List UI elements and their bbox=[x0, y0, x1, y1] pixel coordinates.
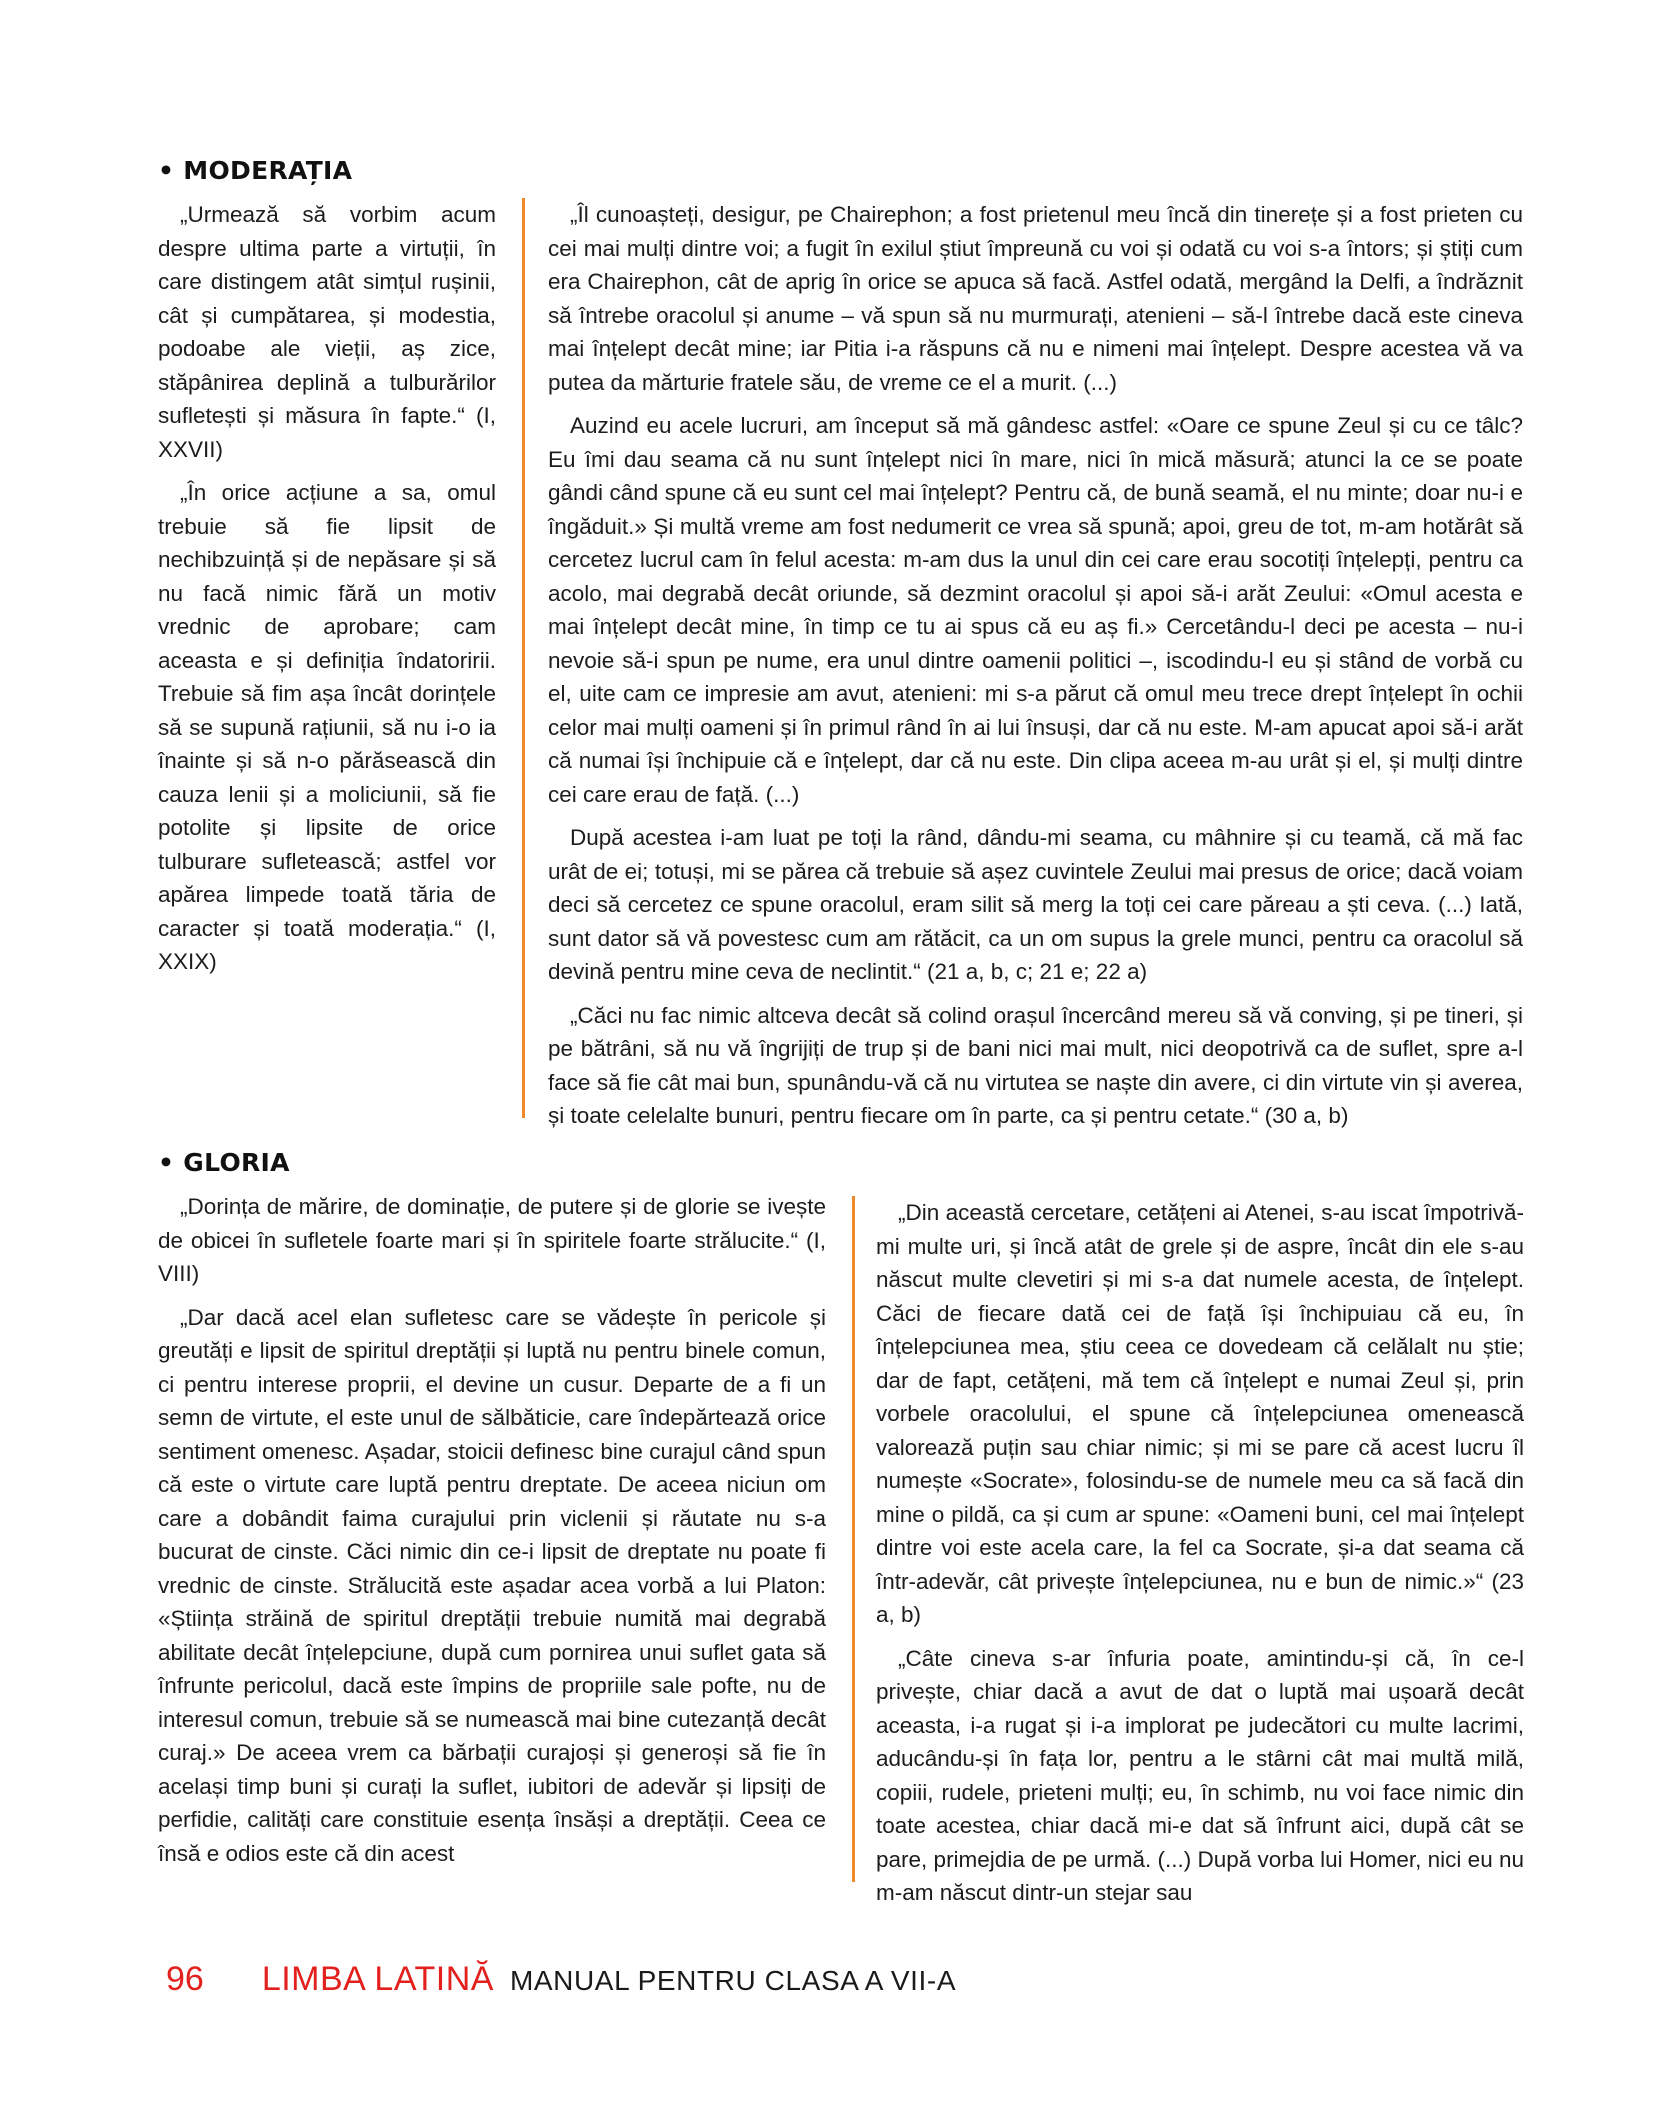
section-heading-gloria: • GLORIA bbox=[158, 1148, 290, 1177]
page-number: 96 bbox=[166, 1960, 204, 1998]
paragraph: „Câte cineva s-ar înfuria poate, amintindu-și că, în ce-l privește, chiar dacă a avut de dat o luptă mai ușoară decât aceasta, i-a rugat și i-a implorat pe judecători cu multe lacrimi, aducându-și în fața lor, pentru a le stârni cât mai multă milă, copiii, rudele, prieteni mulți; eu, în schimb, nu voi face nimic din toate acestea, chiar dacă mi-e dat să înfrunt aici, după cât se pare, primejdia de pe urmă. (...) După vorba lui Homer, nici eu nu m-am născut dintr-un stejar sau bbox=[876, 1645, 1524, 1905]
moderatia-left-column bbox=[158, 198, 496, 979]
paragraph: „Îl cunoașteți, desigur, pe Chairephon; a fost prietenul meu încă din tinerețe și a fost prieten cu cei mai mulți dintre voi; a fugit în exilul știut împreună cu voi și odată cu voi s-a întors; și știți cum era Chairephon, cât de aprig în orice se apuca să facă. Astfel odată, mergând la Delfi, a îndrăznit să întrebe oracolul și anume – vă spun să nu murmurați, atenieni – să-l întrebe dacă este cineva mai înțelept decât mine; iar Pitia i-a răspuns că nu e nimeni mai înțelept. Despre acestea vă va putea da mărturie fratele său, de vreme ce el a murit. (...) bbox=[548, 202, 1523, 395]
paragraph: „Urmează să vorbim acum despre ultima parte a virtuții, în care distingem atât simțul rușinii, cât și cumpătarea, și modestia, podoabe ale vieții, aș zice, stăpânirea deplină a tulburărilor sufletești și măsura în fapte.“ (I, XXVII) bbox=[158, 202, 496, 462]
gloria-right-column bbox=[876, 1196, 1524, 1910]
paragraph: „În orice acțiune a sa, omul trebuie să fie lipsit de nechibzuință și de nepăsare și să nu facă nimic fără un motiv vrednic de aprobare; cam aceasta e și definiția îndatoririi. Trebuie să fim așa încât dorințele să se supună rațiunii, să nu i-o ia înainte și să n-o părăsească din cauza lenii și a moliciunii, să fie potolite și lipsite de orice tulburare sufletească; astfel vor apărea limpede toată tăria de caracter și toată moderația.“ (I, XXIX) bbox=[158, 480, 496, 974]
column-divider bbox=[522, 198, 525, 1118]
paragraph: „Din această cercetare, cetățeni ai Atenei, s-au iscat împotrivă-mi multe uri, și încă atât de grele și de aspre, încât din ele s-au născut multe clevetiri și mi s-a dat numele acesta, de înțelept. Căci de fiecare dată cei de față își închipuiau că eu, în înțelepciunea mea, știu ceea ce dovedeam că celălalt nu știe; dar de fapt, cetățeni, mă tem că înțelept e numai Zeul și, prin vorbele oracolului, el spune că înțelepciunea omenească valorează puțin sau chiar nimic; și mi se pare că acest lucru îl numește «Socrate», folosindu-se de numele meu ca să facă din mine o pildă, ca și cum ar spune: «Oameni buni, cel mai înțelept dintre voi este acela care, la fel ca Socrate, și-a dat seama că într-adevăr, cât privește înțelepciunea, nu e bun de nimic.»“ (23 a, b) bbox=[876, 1200, 1524, 1627]
gloria-left-column bbox=[158, 1190, 826, 1870]
section-heading-moderatia: • MODERAȚIA bbox=[158, 156, 353, 185]
paragraph: „Căci nu fac nimic altceva decât să colind orașul încercând mereu să vă conving, și pe tineri, și pe bătrâni, să nu vă îngrijiți de trup și de bani nici mai mult, nici deopotrivă ca de suflet, spre a-l face să fie cât mai bun, spunându-vă că nu virtutea se naște din avere, ci din virtute vin și averea, și toate celelalte bunuri, pentru fiecare om în parte, ca și pentru cetate.“ (30 a, b) bbox=[548, 1002, 1523, 1128]
book-subtitle: MANUAL PENTRU CLASA A VII-A bbox=[509, 1965, 957, 1996]
moderatia-right-column bbox=[548, 198, 1523, 1133]
paragraph: După acestea i-am luat pe toți la rând, dându-mi seama, cu mâhnire și cu teamă, că mă fac urât de ei; totuși, mi se părea că trebuie să așez cuvintele Zeului mai presus de orice; dacă voiam deci să cercetez ce spune oracolul, eram silit să merg la toți cei care păreau a ști ceva. (...) Iată, sunt dator să vă povestesc cum am rătăcit, ca un om supus la grele munci, pentru ca oracolul să devină pentru mine ceva de neclintit.“ (21 a, b, c; 21 e; 22 a) bbox=[548, 825, 1523, 984]
paragraph: „Dorința de mărire, de dominație, de putere și de glorie se ivește de obicei în sufletele foarte mari și în spiritele foarte strălucite.“ (I, VIII) bbox=[158, 1194, 826, 1286]
paragraph: „Dar dacă acel elan sufletesc care se vădește în pericole și greutăți e lipsit de spiritul dreptății și luptă nu pentru binele comun, ci pentru interese proprii, el devine un cusur. Departe de a fi un semn de virtute, el este unul de sălbăticie, care îndepărtează orice sentiment omenesc. Așadar, stoicii definesc bine curajul când spun că este o virtute care luptă pentru dreptate. De aceea niciun om care a dobândit faima curajului prin viclenii și răutate nu s-a bucurat de cinste. Căci nimic din ce-i lipsit de dreptate nu poate fi vrednic de cinste. Strălucită este așadar acea vorbă a lui Platon: «Știința străină de spiritul dreptății trebuie numită mai degrabă abilitate decât înțelepciune, după cum pornirea unui suflet gata să înfrunte pericolul, dacă este împins de propriile sale pofte, nu de interesul comun, trebuie să se numească mai bine cutezanță decât curaj.» De aceea vrem ca bărbații curajoși și generoși să fie în același timp buni și curați la suflet, iubitori de adevăr și lipsiți de perfidie, calități care constituie esența însăși a dreptății. Ceea ce însă e odios este că din acest bbox=[158, 1304, 826, 1866]
column-divider bbox=[852, 1196, 855, 1882]
page-footer bbox=[166, 1960, 956, 2010]
paragraph: Auzind eu acele lucruri, am început să mă gândesc astfel: «Oare ce spune Zeul și cu ce tâlc? Eu îmi dau seama că nu sunt înțelept nici în mare, nici în mică măsură; atunci la ce se poate gândi când spune că eu sunt cel mai înțelept? Pentru că, de bună seamă, el nu minte; doar nu-i e îngăduit.» Și multă vreme am fost nedumerit ce vrea să spună; apoi, greu de tot, m-am hotărât să cercetez lucrul cam în felul acesta: m-am dus la unul din cei care erau socotiți înțelepți, pentru ca acolo, mai degrabă decât oriunde, să dezmint oracolul și apoi să-i arăt Zeului: «Omul acesta e mai înțelept decât mine, în timp ce tu ai spus că eu aș fi.» Cercetându-l deci pe acesta – nu-i nevoie să-i spun pe nume, era unul dintre oamenii politici –, iscodindu-l eu și stând de vorbă cu el, uite cam ce impresie am avut, atenieni: mi s-a părut că omul meu trece drept înțelept în ochii celor mai mulți oameni și în primul rând în ai lui însuși, dar că nu este. M-am apucat apoi să-i arăt că numai își închipuie că e înțelept, dar că nu este. Din clipa aceea m-au urât și el, și mulți dintre cei care erau de față. (...) bbox=[548, 413, 1523, 807]
book-title: LIMBA LATINĂ bbox=[261, 1960, 494, 1998]
